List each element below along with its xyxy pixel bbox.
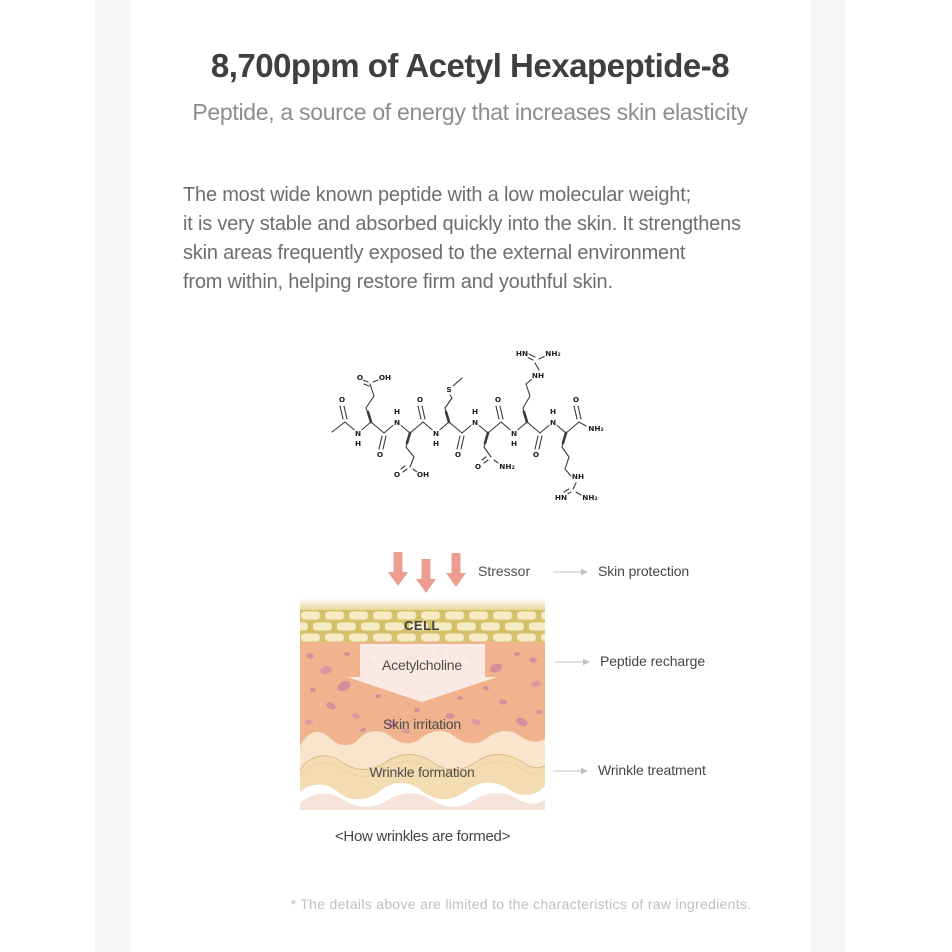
atom-label: N xyxy=(393,418,401,427)
cell-label: CELL xyxy=(404,618,440,633)
atom-label: OH xyxy=(378,373,392,382)
atom-label: H xyxy=(354,439,362,448)
page-subtitle: Peptide, a source of energy that increases skin elasticity xyxy=(192,99,748,125)
atom-label: H xyxy=(471,407,479,416)
right-arrow-icon xyxy=(554,657,592,667)
wrinkle-formation-label: Wrinkle formation xyxy=(369,764,475,780)
diagram-caption: <How wrinkles are formed> xyxy=(334,828,511,845)
skin-irritation-label: Skin irritation xyxy=(383,716,461,732)
description-line: skin areas frequently exposed to the external environment xyxy=(183,242,686,264)
atom-label: O xyxy=(338,395,346,404)
atom-label: N xyxy=(354,429,362,438)
atom-label: O xyxy=(376,450,384,459)
atom-label: HN xyxy=(554,493,568,502)
atom-label: NH xyxy=(531,371,545,380)
atom-label: O xyxy=(454,450,462,459)
atom-label: NH₂ xyxy=(545,349,561,358)
atom-label: O xyxy=(572,395,580,404)
epidermis-surface-band xyxy=(300,598,545,610)
benefit-label: Skin protection xyxy=(598,563,690,579)
atom-label: HN xyxy=(515,349,529,358)
benefit-label: Wrinkle treatment xyxy=(598,762,706,778)
right-page-gutter xyxy=(810,0,845,952)
page-title: 8,700ppm of Acetyl Hexapeptide-8 xyxy=(210,47,730,84)
atom-label: H xyxy=(510,439,518,448)
atom-label: N xyxy=(432,429,440,438)
atom-label: N xyxy=(549,418,557,427)
right-arrow-icon xyxy=(552,766,590,776)
atom-label: NH₂ xyxy=(499,462,515,471)
description-text xyxy=(183,181,741,297)
molecule-structure-diagram xyxy=(325,336,615,506)
stressor-label: Stressor xyxy=(478,563,531,579)
description-line: it is very stable and absorbed quickly into the skin. It strengthens xyxy=(183,213,741,235)
atom-label: N xyxy=(510,429,518,438)
atom-label: NH₂ xyxy=(588,424,604,433)
atom-label: O xyxy=(356,373,364,382)
molecule-atom-labels xyxy=(339,349,604,502)
benefit-row xyxy=(554,653,705,670)
atom-label: S xyxy=(446,385,452,394)
description-line: The most wide known peptide with a low molecular weight; xyxy=(183,184,691,206)
atom-label: NH xyxy=(571,472,585,481)
atom-label: O xyxy=(532,450,540,459)
benefit-label: Peptide recharge xyxy=(600,653,706,669)
atom-label: H xyxy=(432,439,440,448)
atom-label: O xyxy=(494,395,502,404)
atom-label: O xyxy=(393,470,401,479)
benefit-row xyxy=(552,762,706,779)
atom-label: NH₂ xyxy=(582,493,598,502)
description-line: from within, helping restore firm and youthful skin. xyxy=(183,271,613,293)
atom-label: O xyxy=(416,395,424,404)
atom-label: N xyxy=(471,418,479,427)
acetylcholine-label: Acetylcholine xyxy=(382,657,462,673)
atom-label: OH xyxy=(416,470,430,479)
atom-label: O xyxy=(474,462,482,471)
left-page-gutter xyxy=(95,0,130,952)
skin-layers-diagram xyxy=(300,598,545,810)
atom-label: H xyxy=(549,407,557,416)
right-arrow-icon xyxy=(552,567,590,577)
stressor-arrows-icon xyxy=(385,550,475,598)
footer-note: * The details above are limited to the characteristics of raw ingredients. xyxy=(290,896,752,912)
atom-label: H xyxy=(393,407,401,416)
benefit-row xyxy=(552,563,689,580)
